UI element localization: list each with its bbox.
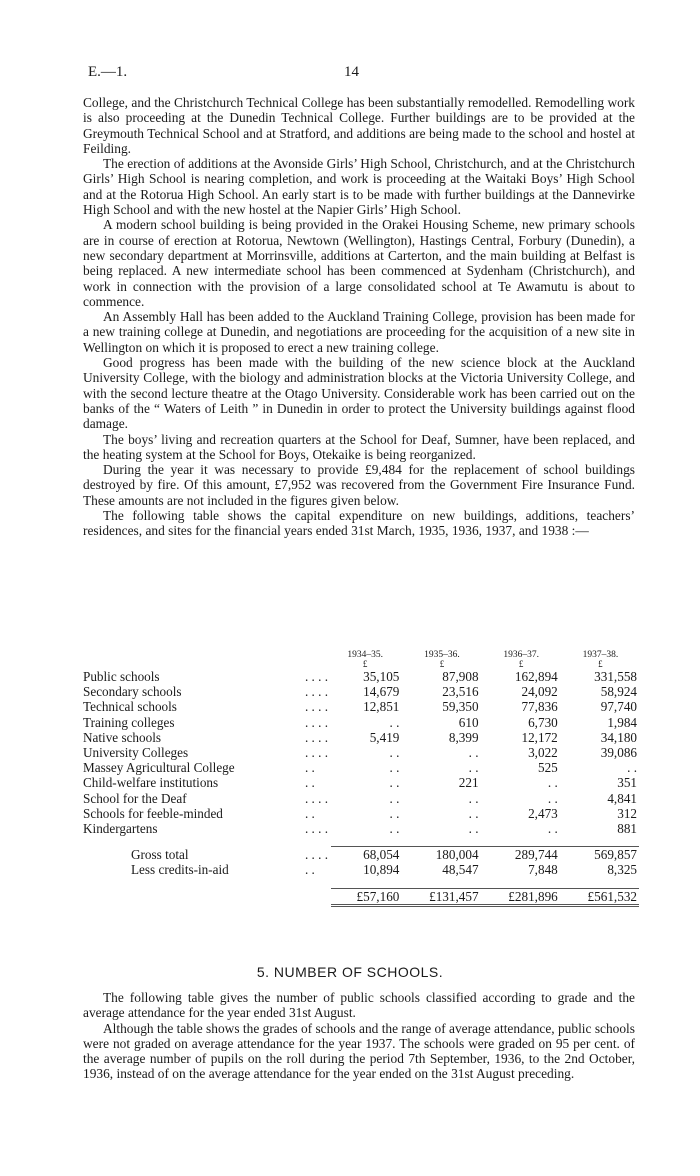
unit-label: £ [598,659,603,669]
paragraph: Although the table shows the grades of schools and the range of average attendance, public schools were not graded on average attendance for the year 1937. The schools were graded on 95 per cent. of the average number of pupils on the roll during the period 7th September, 1936, to the 2nd October, 1936, instead of on the average attendance for the year ended on the 31st August preceding. [83,1020,635,1082]
cell-value: 180,004 [405,847,484,863]
paragraph: The following table shows the capital expenditure on new buildings, additions, teachers’ residences, and sites for the financial years ended 31st March, 1935, 1936, 1937, and 1938 :— [83,508,635,539]
row-label: Schools for feeble-minded [83,805,223,821]
row-dots: . . . . [304,699,329,715]
credits-row [83,862,639,877]
table-row [83,684,639,699]
cell-value: . . [468,760,479,776]
row-dots: . . . . [304,714,329,730]
paragraph: A modern school building is being provided in the Orakei Housing Scheme, new primary schools are in course of erection at Rotorua, Newtown (Wellington), Hastings Central, Forbury (Dunedin), a new secondary department at Morrinsville, additions at Carterton, and the main building at Belfast is being replaced. A new intermediate school has been commenced at Sydenham (Christchurch), and work in connection with the provision of a large consolidated school at Te Awamutu is about to commence. [83,217,635,309]
row-label: Gross total [131,846,189,862]
table-row [83,791,639,806]
body-text [83,95,635,539]
cell-value: 351 [617,775,637,791]
cell-value: 58,924 [600,684,637,700]
net-total-value: £561,532 [564,888,639,905]
row-dots: . . . . [304,729,329,745]
row-dots: . . . . [304,684,329,700]
cell-value: 77,836 [521,699,558,715]
cell-value: . . [389,821,400,837]
cell-value: . . [389,805,400,821]
cell-value: 24,092 [521,684,558,700]
paragraph: The following table gives the number of public schools classified according to grade and the average attendance for the year ended 31st August. [83,990,635,1021]
cell-value: . . [389,745,400,761]
cell-value: . . [627,760,637,776]
unit-label: £ [362,659,368,669]
year-header: 1937–38. [582,650,619,660]
year-header: 1934–35. [347,650,383,660]
row-dots: . . . . [304,821,329,837]
table-row [83,806,639,821]
cell-value: . . [389,760,400,776]
table-row [83,715,639,730]
cell-value: 7,848 [528,862,558,878]
net-total-value: £131,457 [405,888,484,905]
row-dots: . . . . [304,669,329,684]
cell-value: 2,473 [528,805,558,821]
cell-value: . . [389,775,400,791]
header-reference: E.—1. [88,64,128,80]
cell-value: . . [468,821,479,837]
row-dots: . . [304,862,315,878]
cell-value: 881 [617,821,637,837]
cell-value: 68,054 [331,847,406,863]
cell-value: 12,851 [363,699,400,715]
row-dots: . . [304,775,315,791]
cell-value: 162,894 [514,669,558,684]
row-dots: . . . . [304,846,329,862]
cell-value: 331,558 [594,669,637,684]
cell-value: 97,740 [600,699,637,715]
page-number: 14 [344,64,359,80]
row-label: Kindergartens [83,821,158,837]
gross-total-row [83,847,639,863]
section-body [83,990,635,1082]
cell-value: . . [389,790,400,806]
cell-value: 59,350 [442,699,479,715]
section-title: 5. NUMBER OF SCHOOLS. [256,964,444,980]
cell-value: 525 [537,760,558,776]
paragraph: During the year it was necessary to provide £9,484 for the replacement of school buildings destroyed by fire. Of this amount, £7,952 was recovered from the Government Fire Insurance Fund. These amounts are not included in the figures given below. [83,462,635,508]
cell-value: 3,022 [528,745,558,761]
row-dots: . . . . [304,745,329,761]
cell-value: . . [547,775,558,791]
table-row [83,775,639,790]
row-label: Child-welfare institutions [83,775,219,791]
year-header: 1935–36. [424,650,460,660]
table-body [83,669,639,836]
cell-value: 221 [458,775,479,791]
row-dots: . . . . [304,790,329,806]
cell-value: 569,857 [564,847,639,863]
cell-value: 289,744 [485,847,564,863]
row-dots: . . [304,805,315,821]
table-header-row [83,650,639,660]
cell-value: . . [468,745,479,761]
cell-value: 4,841 [607,790,637,806]
table-row [83,730,639,745]
cell-value: 48,547 [442,862,479,878]
cell-value: 610 [458,714,479,730]
table-row [83,745,639,760]
cell-value: 35,105 [363,669,400,684]
table-row [83,669,639,684]
row-label: Public schools [83,669,160,684]
cell-value: . . [547,821,558,837]
unit-label: £ [518,659,524,669]
table-row [83,821,639,836]
table-row [83,699,639,714]
cell-value: 1,984 [607,714,637,730]
cell-value: . . [468,790,479,806]
row-label: Training colleges [83,714,175,730]
table-row [83,760,639,775]
row-label: Less credits-in-aid [131,862,229,878]
cell-value: 10,894 [363,862,400,878]
cell-value: 12,172 [521,729,558,745]
paragraph: An Assembly Hall has been added to the Auckland Training College, provision has been made for a new training college at Dunedin, and negotiations are proceeding for the acquisition of a new site in Wellington on which it is proposed to erect a new training college. [83,309,635,355]
table-unit-row [83,660,639,669]
cell-value: 8,399 [448,729,479,745]
net-total-row [83,888,639,905]
paragraph: College, and the Christchurch Technical College has been substantially remodelled. Remodelling work is also proceeding at the Dunedin Technical College. Further buildings are to be provided at the Greymouth Technical School and at Stratford, and additions are being made to the school and hostel at Feilding. [83,95,635,156]
cell-value: 5,419 [369,729,400,745]
net-total-value: £57,160 [331,888,406,905]
cell-value: . . [547,790,558,806]
cell-value: 34,180 [600,729,637,745]
row-dots: . . [304,760,315,776]
cell-value: 87,908 [442,669,479,684]
unit-label: £ [439,659,445,669]
paragraph: Good progress has been made with the building of the new science block at the Auckland University College, with the biology and administration blocks at the Victoria University College, and with the second lecture theatre at the Otago University. Considerable work has been carried out on the banks of the “ Waters of Leith ” in Dunedin in order to protect the University buildings against flood damage. [83,355,635,432]
row-label: School for the Deaf [83,790,187,806]
cell-value: 6,730 [528,714,558,730]
cell-value: . . [468,805,479,821]
cell-value: 8,325 [607,862,637,878]
capital-expenditure-table [83,650,639,907]
row-label: Technical schools [83,699,177,715]
net-total-value: £281,896 [485,888,564,905]
paragraph: The erection of additions at the Avonside Girls’ High School, Christchurch, and at the Christchurch Girls’ High School is nearing completion, and work is proceeding at the Waitaki Boys’ High School and at the Rotorua High School. An early start is to be made with further buildings at the Dannevirke High School and with the new hostel at the Napier Girls’ High School. [83,156,635,218]
paragraph: The boys’ living and recreation quarters at the School for Deaf, Sumner, have been replaced, and the heating system at the School for Boys, Otekaike is being reorganized. [83,431,635,462]
cell-value: 39,086 [600,745,637,761]
cell-value: 14,679 [363,684,400,700]
row-label: Massey Agricultural College [83,760,235,776]
cell-value: 23,516 [442,684,479,700]
year-header: 1936–37. [503,650,539,660]
cell-value: 312 [617,805,637,821]
cell-value: . . [389,714,400,730]
row-label: University Colleges [83,745,189,761]
row-label: Secondary schools [83,684,182,700]
row-label: Native schools [83,729,162,745]
